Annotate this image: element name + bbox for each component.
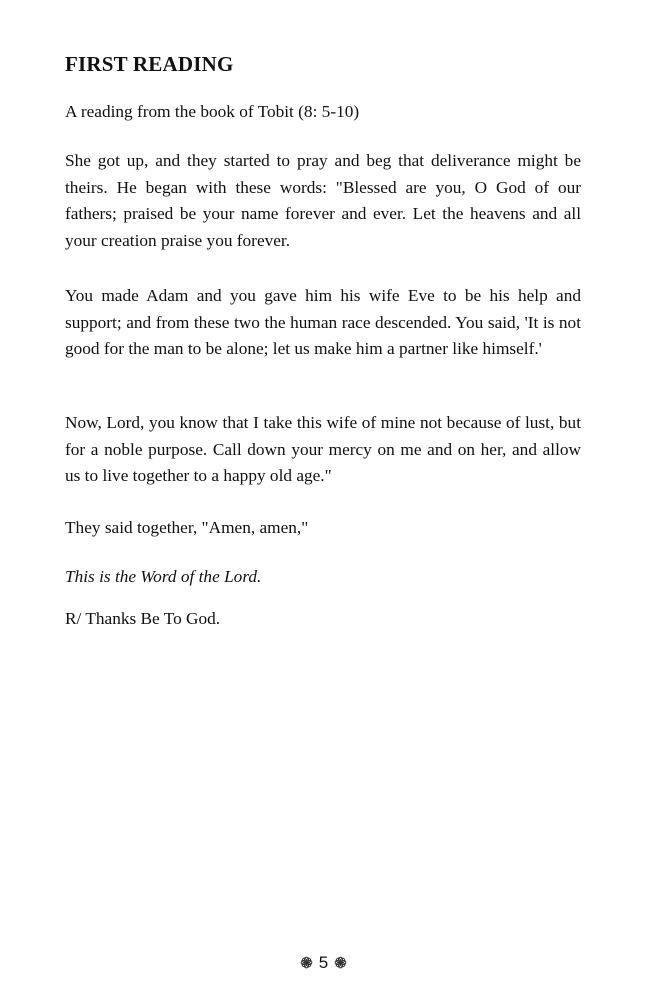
page-number: 5: [318, 953, 329, 972]
reading-heading: FIRST READING: [65, 52, 234, 76]
paragraph-4: They said together, "Amen, amen,": [65, 518, 309, 537]
paragraph-3: Now, Lord, you know that I take this wife of mine not because of lust, but for a noble purpose. Call down your mercy on me and on her, and allow us to live together to a happy old age.": [65, 413, 581, 485]
paragraph-2: You made Adam and you gave him his wife Eve to be his help and support; and from these two the human race descended. You said, 'It is not good for the man to be alone; let us make him a partner like himself.': [65, 286, 581, 358]
closing-acclamation: This is the Word of the Lord.: [65, 567, 262, 586]
page-footer: [0, 953, 647, 973]
response: R/ Thanks Be To God.: [65, 609, 221, 628]
flower-ornament-icon: [334, 956, 347, 969]
flower-ornament-icon: [300, 956, 313, 969]
reading-citation: A reading from the book of Tobit (8: 5-10): [65, 102, 360, 121]
paragraph-1: She got up, and they started to pray and beg that deliverance might be theirs. He began with these words: "Blessed are you, O God of our fathers; praised be your name forever and ever. Let the heavens and all your creation praise you forever.: [65, 151, 581, 250]
